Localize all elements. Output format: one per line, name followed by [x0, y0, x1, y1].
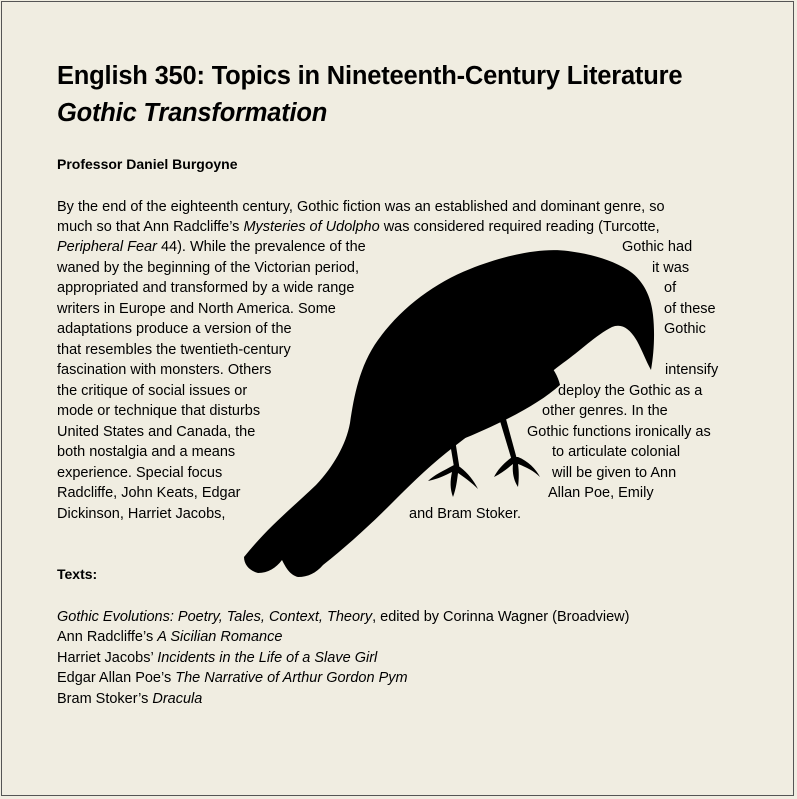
book-title-peripheral-fear: Peripheral Fear	[57, 239, 157, 255]
description-line: waned by the beginning of the Victorian period,	[57, 260, 360, 276]
description-line-right: it was	[652, 260, 690, 276]
description-line: both nostalgia and a means	[57, 444, 236, 460]
professor-name: Professor Daniel Burgoyne	[57, 156, 238, 172]
book-list-item: Ann Radcliffe’s A Sicilian Romance	[57, 629, 283, 645]
description-line: adaptations produce a version of the	[57, 321, 292, 337]
description-line: much so that Ann Radcliffe’s Mysteries of Udolpho was considered required reading (Turcotte,	[57, 219, 660, 235]
texts-heading: Texts:	[57, 566, 98, 582]
description-line-right: intensify	[665, 362, 719, 378]
description-line: that resembles the twentieth-century	[57, 342, 291, 358]
description-line: writers in Europe and North America. Some	[57, 301, 336, 317]
description-line-right: of	[664, 280, 677, 296]
book-list-item: Edgar Allan Poe’s The Narrative of Arthur Gordon Pym	[57, 670, 408, 686]
description-line-right: Gothic	[664, 321, 706, 337]
description-line: mode or technique that disturbs	[57, 403, 261, 419]
course-subtitle: Gothic Transformation	[57, 99, 328, 127]
description-line: United States and Canada, the	[57, 424, 256, 440]
description-line-right: Gothic had	[622, 239, 693, 255]
description-line-right: deploy the Gothic as a	[558, 383, 703, 399]
description-line-right: of these	[664, 301, 716, 317]
book-list-item: Bram Stoker’s Dracula	[57, 691, 203, 707]
description-line: Dickinson, Harriet Jacobs,	[57, 506, 226, 522]
description-line-right: other genres. In the	[542, 403, 668, 419]
description-line: the critique of social issues or	[57, 383, 248, 399]
book-list-item: Harriet Jacobs’ Incidents in the Life of a Slave Girl	[57, 650, 378, 666]
description-line: fascination with monsters. Others	[57, 362, 272, 378]
description-line-right: will be given to Ann	[552, 465, 677, 481]
book-title-udolpho: Mysteries of Udolpho	[243, 219, 380, 235]
description-line-right: and Bram Stoker.	[409, 506, 522, 522]
description-line: Radcliffe, John Keats, Edgar	[57, 485, 241, 501]
book-list-item: Gothic Evolutions: Poetry, Tales, Context, Theory, edited by Corinna Wagner (Broadview)	[57, 609, 630, 625]
description-line: experience. Special focus	[57, 465, 223, 481]
description-line-right: Allan Poe, Emily	[548, 485, 654, 501]
course-title: English 350: Topics in Nineteenth-Century Literature	[57, 62, 683, 90]
description-line: appropriated and transformed by a wide range	[57, 280, 355, 296]
description-line: Peripheral Fear 44). While the prevalence of the	[57, 239, 366, 255]
description-line-right: Gothic functions ironically as	[527, 424, 711, 440]
description-line: By the end of the eighteenth century, Gothic fiction was an established and dominant genre, so	[57, 199, 665, 215]
description-line-right: to articulate colonial	[552, 444, 681, 460]
